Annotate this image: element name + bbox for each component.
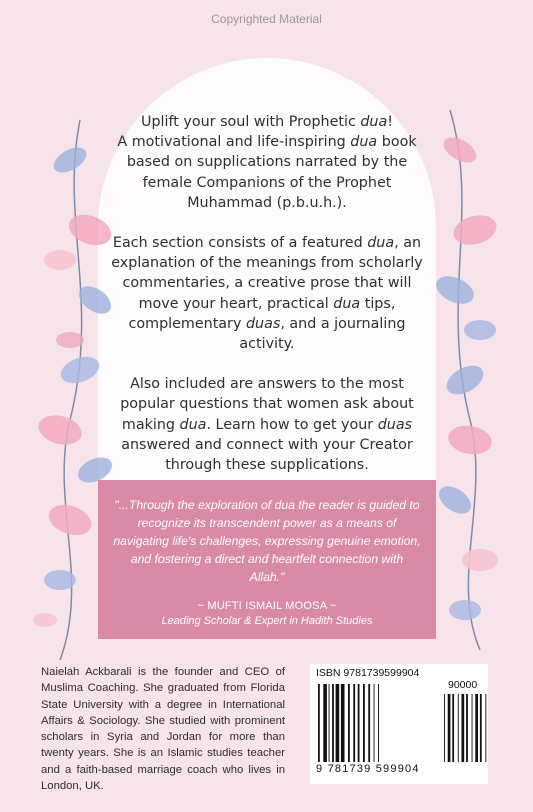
addon-barcode-bar xyxy=(458,694,459,762)
barcode-bar xyxy=(332,684,334,762)
barcode-bar xyxy=(341,684,345,762)
price-code: 90000 xyxy=(448,679,478,691)
blurb-paragraph-2: Each section consists of a featured dua, an explanation of the meanings from scholarly commentaries, a creative prose that will move your heart, practical dua tips, complementary duas, and a journaling activity. xyxy=(111,235,423,353)
addon-barcode-bar xyxy=(448,694,451,762)
barcode-bar xyxy=(374,684,375,762)
barcode-bar xyxy=(363,684,365,762)
barcode-digits: 9 781739 599904 xyxy=(316,763,420,775)
addon-barcode-bar xyxy=(452,694,454,762)
endorsement-quote: "...Through the exploration of dua the reader is guided to recognize its transcendent power as a means of navigating life's challenges, expressing genuine emotion, and fostering a direct and heartfelt connection with Allah." xyxy=(113,498,421,584)
barcode-bar xyxy=(353,684,355,762)
addon-barcode-bar xyxy=(444,694,445,762)
endorsement-author-title: Leading Scholar & Expert in Hadith Studies xyxy=(161,615,373,627)
author-bio: Naielah Ackbarali is the founder and CEO of Muslima Coaching. She graduated from Florida State University with a degree in International Affairs & Sociology. She studied with prominent scholars in Syria and Jordan for more than twenty years. She is an Islamic studies teacher and a faith-based marriage coach who lives in London, UK. xyxy=(41,666,285,793)
barcode-bar xyxy=(378,684,379,762)
blurb-paragraph-3: Also included are answers to the most popular questions that women ask about making dua. Learn how to get your duas answered and connect with your Creator through these supplications. xyxy=(120,376,414,474)
barcode-bar xyxy=(336,684,340,762)
addon-barcode-bar xyxy=(475,694,478,762)
isbn-label: ISBN 9781739599904 xyxy=(316,667,420,679)
blurb-paragraph-1: Uplift your soul with Prophetic dua! A motivational and life-inspiring dua book based on supplications narrated by the female Companions of the Prophet Muhammad (p.b.u.h.). xyxy=(117,114,417,211)
addon-barcode-bar xyxy=(480,694,482,762)
watermark: Copyrighted Material xyxy=(211,12,322,26)
addon-barcode-bar xyxy=(466,694,468,762)
addon-barcode-bar xyxy=(485,694,486,762)
addon-barcode-bar xyxy=(462,694,465,762)
barcode-bar xyxy=(368,684,370,762)
barcode-bar xyxy=(358,684,360,762)
barcode-bar xyxy=(348,684,350,762)
endorsement-author: ~ MUFTI ISMAIL MOOSA ~ xyxy=(197,600,337,612)
barcode-bar xyxy=(323,684,327,762)
addon-barcode-bar xyxy=(472,694,473,762)
barcode-bar xyxy=(318,684,320,762)
barcode-bar xyxy=(329,684,330,762)
